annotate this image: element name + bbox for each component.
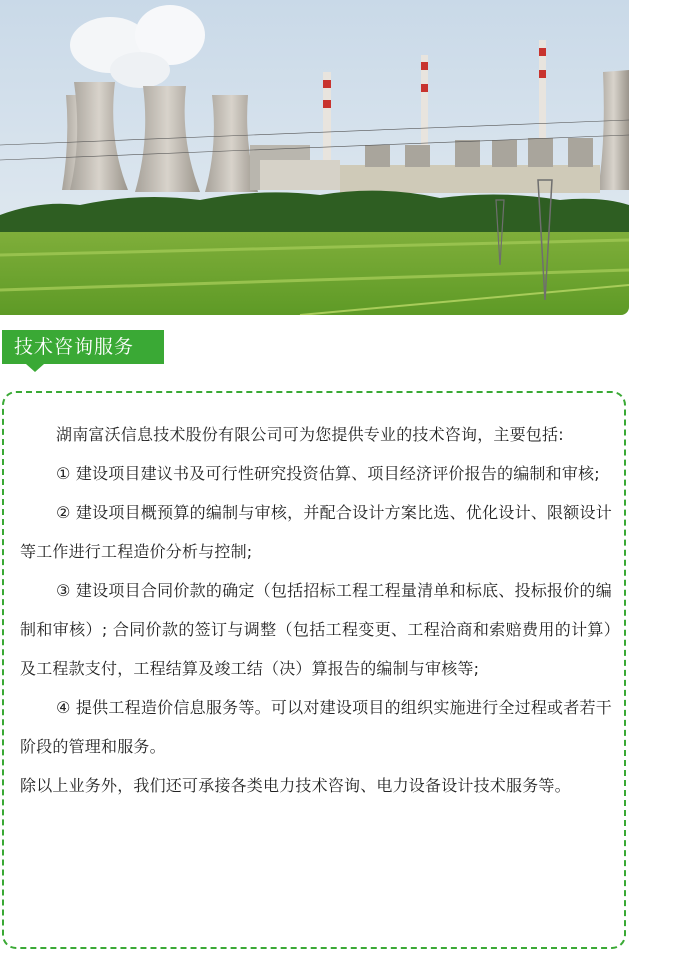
content-box (2, 391, 626, 949)
intro-paragraph: 湖南富沃信息技术股份有限公司可为您提供专业的技术咨询，主要包括: (56, 425, 564, 444)
list-item (20, 571, 612, 688)
hero-image (0, 0, 629, 315)
item-number: ③ (56, 581, 71, 600)
section-title: 技术咨询服务 (2, 330, 164, 364)
list-item (20, 688, 612, 766)
closing-paragraph: 除以上业务外，我们还可承接各类电力技术咨询、电力设备设计技术服务等。 (20, 776, 571, 795)
item-text: 建设项目概预算的编制与审核，并配合设计方案比选、优化设计、限额设计等工作进行工程造价分析与控制; (20, 503, 612, 561)
section-title-notch (26, 364, 44, 372)
item-text: 建设项目建议书及可行性研究投资估算、项目经济评价报告的编制和审核; (70, 464, 600, 483)
power-plant-photo-icon (0, 0, 629, 315)
list-item (20, 454, 612, 493)
list-item (20, 493, 612, 571)
item-number: ① (56, 464, 71, 483)
item-number: ② (56, 503, 71, 522)
item-text: 建设项目合同价款的确定（包括招标工程工程量清单和标底、投标报价的编制和审核）; 合同价款的签订与调整（包括工程变更、工程洽商和索赔费用的计算）及工程款支付，工程结算及竣工结（决）算报告的编制与审核等; (20, 581, 612, 678)
item-text: 提供工程造价信息服务等。可以对建设项目的组织实施进行全过程或者若干阶段的管理和服务。 (20, 698, 612, 756)
item-number: ④ (56, 698, 71, 717)
